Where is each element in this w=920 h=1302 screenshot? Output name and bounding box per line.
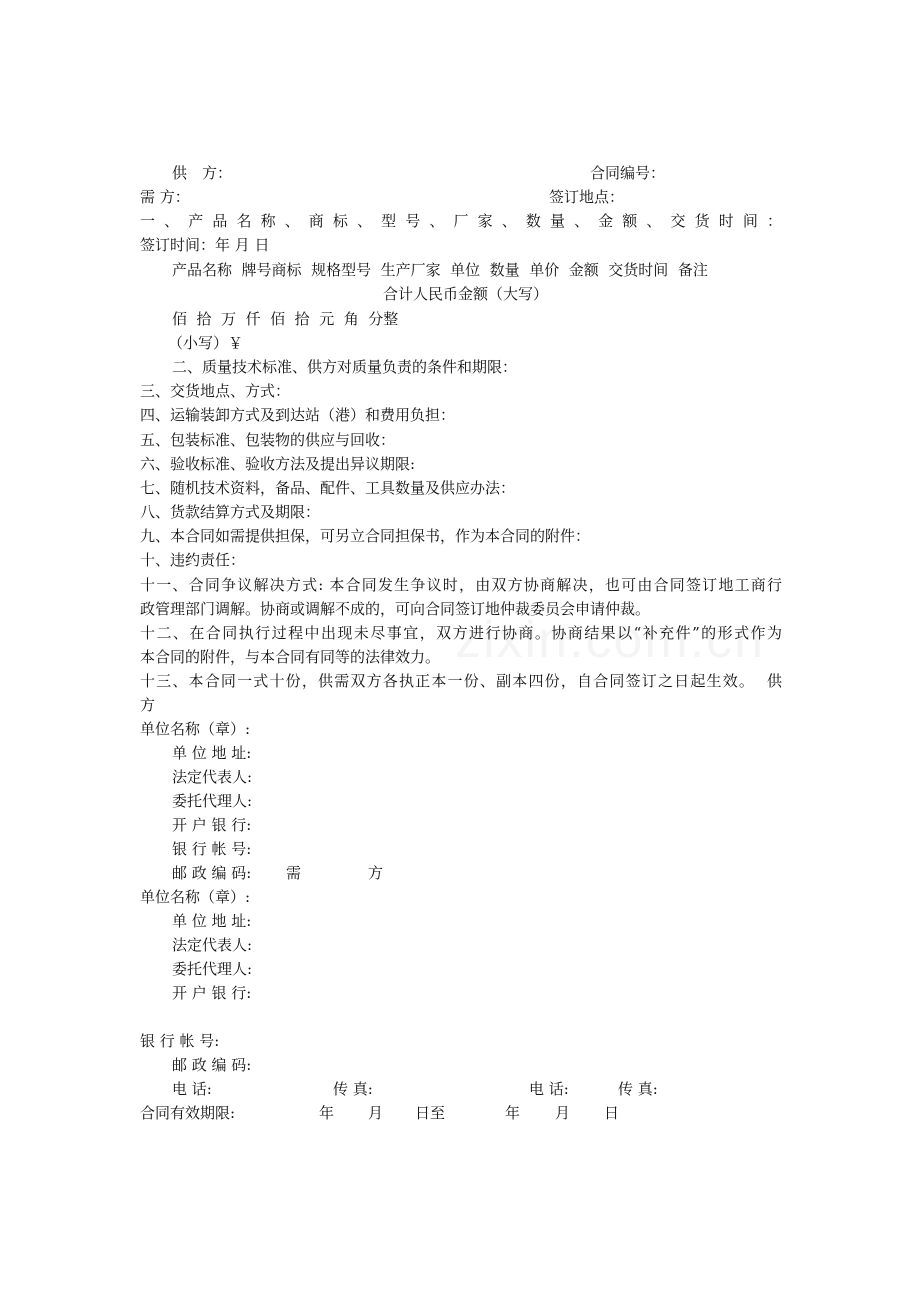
buyer-postcode: 邮 政 编 码: [172,1056,252,1074]
clause-10: 十、违约责任： [140,551,246,569]
buyer-bank: 开 户 银 行: [172,984,252,1002]
clause-3: 三、交货地点、方式： [140,382,291,400]
supplier-agent: 委托代理人: [172,792,253,810]
phone-label-2: 电 话: [529,1080,569,1098]
clause-6: 六、验收标准、验收方法及提出异议期限: [140,455,416,473]
contract-number-label: 合同编号： [590,164,666,182]
validity-day-to: 日至 [415,1104,446,1122]
supplier-account: 银 行 帐 号: [172,840,252,858]
clause-2: 二、质量技术标准、供方对质量负责的条件和期限： [172,358,518,376]
validity-month-2: 月 [555,1104,571,1122]
clause-11-line-1: 十一、合同争议解决方式: 本合同发生争议时，由双方协商解决，也可由合同签订地工商行 [140,576,782,594]
validity-day-2: 日 [604,1104,620,1122]
sign-time: 签订时间：年 月 日 [140,236,270,254]
clause-4: 四、运输装卸方式及到达站（港）和费用负担： [140,406,456,424]
buyer-account: 银 行 帐 号: [140,1032,220,1050]
small-amount-label: （小写）￥ [168,334,244,352]
fax-label-1: 传 真: [333,1080,373,1098]
table-header-row: 产品名称 牌号商标 规格型号 生产厂家 单位 数量 单价 金额 交货时间 备注 [172,261,708,279]
fax-label-2: 传 真: [618,1080,658,1098]
supplier-bank: 开 户 银 行: [172,816,252,834]
validity-year-1: 年 [319,1104,335,1122]
clause-5: 五、包装标准、包装物的供应与回收： [140,431,396,449]
sign-place-label: 签订地点： [549,188,625,206]
clause-13-line-2: 方 [140,696,156,714]
buyer-unit-name: 单位名称（章）: [140,888,251,906]
supplier-address: 单 位 地 址: [172,744,252,762]
clause-11-line-2: 政管理部门调解。协商或调解不成的，可向合同签订地仲裁委员会申请仲裁。 [140,600,651,618]
buyer-label: 需 方： [140,188,190,206]
total-caps-label: 合计人民币金额（大写） [383,285,549,303]
validity-month-1: 月 [368,1104,384,1122]
clause-8: 八、货款结算方式及期限： [140,503,321,521]
buyer-legal-rep: 法定代表人: [172,936,253,954]
buyer-agent: 委托代理人: [172,960,253,978]
supplier-legal-rep: 法定代表人: [172,768,253,786]
clause-12-line-1: 十二、在合同执行过程中出现未尽事宜，双方进行协商。协商结果以“补充件”的形式作为 [140,624,782,642]
clause-9: 九、本合同如需提供担保，可另立合同担保书，作为本合同的附件： [140,527,591,545]
clause-7: 七、随机技术资料，备品、配件、工具数量及供应办法： [140,479,516,497]
caps-units: 佰 拾 万 仟 佰 拾 元 角 分整 [172,310,399,328]
buyer-heading-a: 需 [286,864,302,882]
buyer-heading-b: 方 [368,864,384,882]
phone-label-1: 电 话: [172,1080,212,1098]
supplier-unit-name: 单位名称（章）: [140,720,251,738]
clause-13-line-1: 十三、本合同一式十份，供需双方各执正本一份、副本四份，自合同签订之日起生效。 供 [140,672,782,690]
watermark [455,610,765,670]
supplier-label: 供 方： [172,164,233,182]
validity-label: 合同有效期限: [140,1104,236,1122]
supplier-postcode: 邮 政 编 码: [172,864,252,882]
items-intro: 一 、 产 品 名 称 、 商 标 、 型 号 、 厂 家 、 数 量 、 金 额 、 交 货 时 间 ： [140,212,782,230]
buyer-address: 单 位 地 址: [172,912,252,930]
validity-year-2: 年 [505,1104,521,1122]
clause-12-line-2: 本合同的附件，与本合同有同等的法律效力。 [140,648,441,666]
